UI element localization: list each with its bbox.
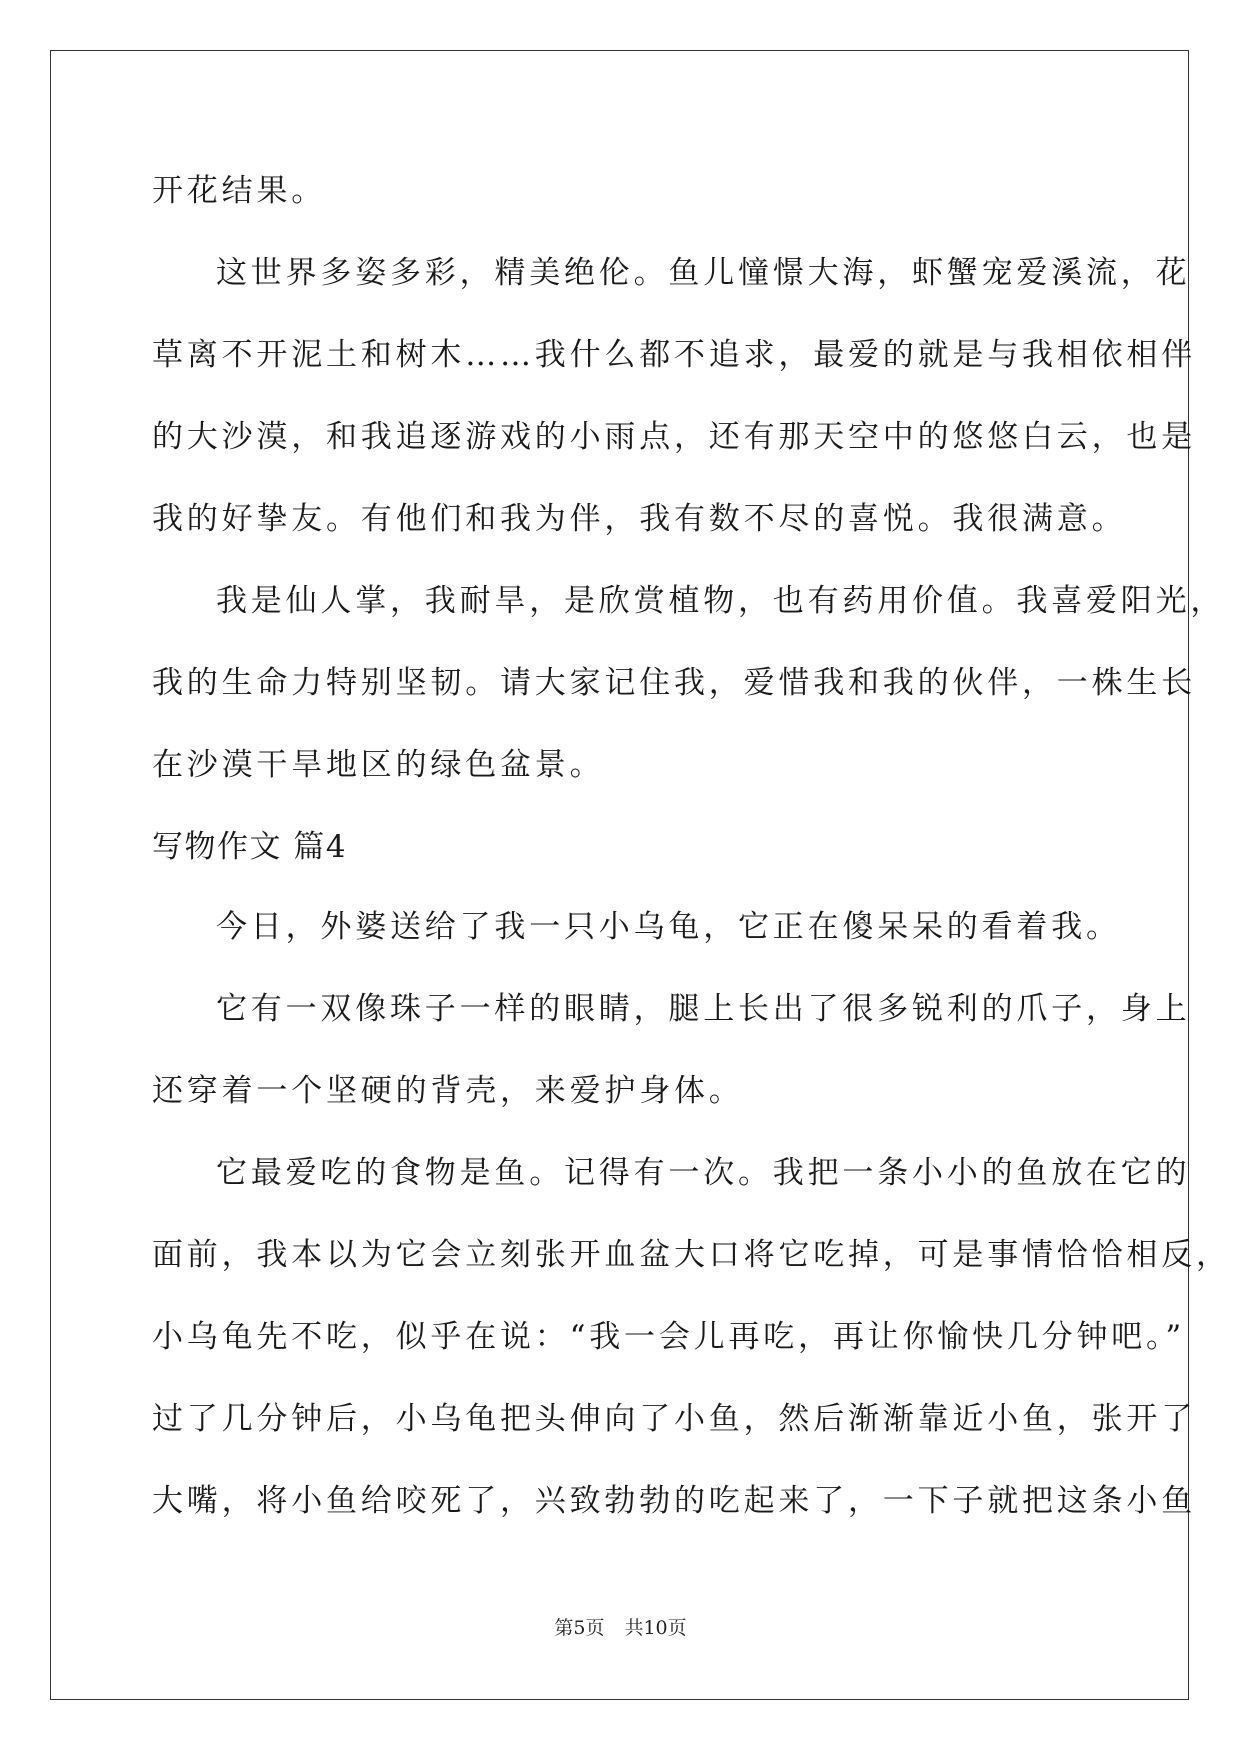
text-line: 的大沙漠，和我追逐游戏的小雨点，还有那天空中的悠悠白云，也是 [152,419,1196,455]
text-line: 我的生命力特别坚韧。请大家记住我，爱惜我和我的伙伴，一株生长 [152,665,1196,701]
text-line: 大嘴，将小鱼给咬死了，兴致勃勃的吃起来了，一下子就把这条小鱼 [152,1483,1196,1519]
paragraph-start-line: 今日，外婆送给了我一只小乌龟，它正在傻呆呆的看着我。 [216,909,1121,945]
text-line: 小乌龟先不吃，似乎在说：“我一会儿再吃，再让你愉快几分钟吧。” [152,1319,1185,1355]
text-line: 过了几分钟后，小乌龟把头伸向了小鱼，然后渐渐靠近小鱼，张开了 [152,1401,1196,1437]
text-line: 面前，我本以为它会立刻张开血盆大口将它吃掉，可是事情恰恰相反， [152,1237,1231,1273]
paragraph-start-line: 它有一双像珠子一样的眼睛，腿上长出了很多锐利的爪子，身上 [216,991,1191,1027]
paragraph-start-line: 我是仙人掌，我耐旱，是欣赏植物，也有药用价值。我喜爱阳光， [216,583,1226,619]
paragraph-start-line: 这世界多姿多彩，精美绝伦。鱼儿憧憬大海，虾蟹宠爱溪流，花 [216,255,1191,291]
page-number: 第5页 [554,1617,605,1639]
text-line: 我的好挚友。有他们和我为伴，我有数不尽的喜悦。我很满意。 [152,501,1127,537]
page-footer [0,1613,1241,1640]
text-line: 还穿着一个坚硬的背壳，来爱护身体。 [152,1073,744,1109]
document-body [152,160,1231,1552]
section-heading: 写物作文 篇4 [152,829,348,865]
paragraph-start-line: 它最爱吃的食物是鱼。记得有一次。我把一条小小的鱼放在它的 [216,1155,1191,1191]
text-line: 草离不开泥土和树木……我什么都不追求，最爱的就是与我相依相伴 [152,337,1196,373]
text-line: 开花结果。 [152,173,326,209]
page-total: 共10页 [624,1617,687,1639]
text-line: 在沙漠干旱地区的绿色盆景。 [152,747,605,783]
